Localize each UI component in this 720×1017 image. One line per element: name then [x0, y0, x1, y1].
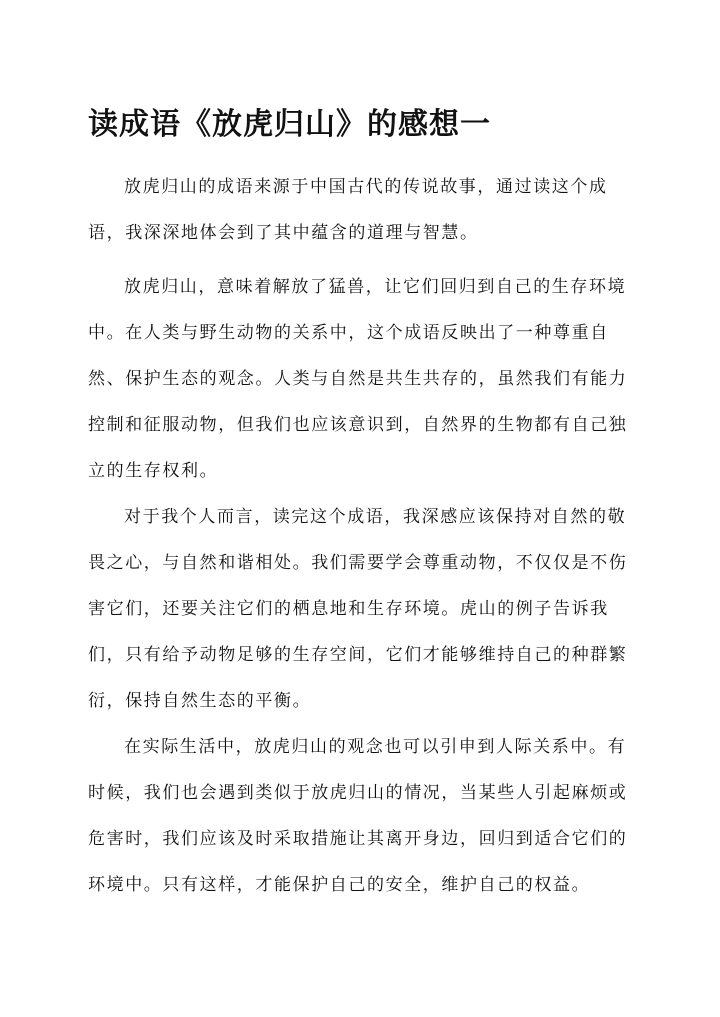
- paragraph-real-life: 在实际生活中，放虎归山的观念也可以引申到人际关系中。有时候，我们也会遇到类似于放虎归山的情况，当某些人引起麻烦或危害时，我们应该及时采取措施让其离开身边，回归到适合它们的环境中。只有这样，才能保护自己的安全，维护自己的权益。: [88, 737, 628, 895]
- paragraph-personal-reflection: 对于我个人而言，读完这个成语，我深感应该保持对自然的敬畏之心，与自然和谐相处。我们需要学会尊重动物，不仅仅是不伤害它们，还要关注它们的栖息地和生存环境。虎山的例子告诉我们，只有给予动物足够的生存空间，它们才能够维持自己的种群繁衍，保持自然生态的平衡。: [88, 507, 628, 711]
- paragraph-origin: 放虎归山的成语来源于中国古代的传说故事，通过读这个成语，我深深地体会到了其中蕴含的道理与智慧。: [88, 177, 608, 243]
- paragraph-meaning: 放虎归山，意味着解放了猛兽，让它们回归到自己的生存环境中。在人类与野生动物的关系中，这个成语反映出了一种尊重自然、保护生态的观念。人类与自然是共生共存的，虽然我们有能力控制和征服动物，但我们也应该意识到，自然界的生物都有自己独立的生存权利。: [88, 277, 628, 481]
- document-title: 读成语《放虎归山》的感想一: [88, 107, 491, 143]
